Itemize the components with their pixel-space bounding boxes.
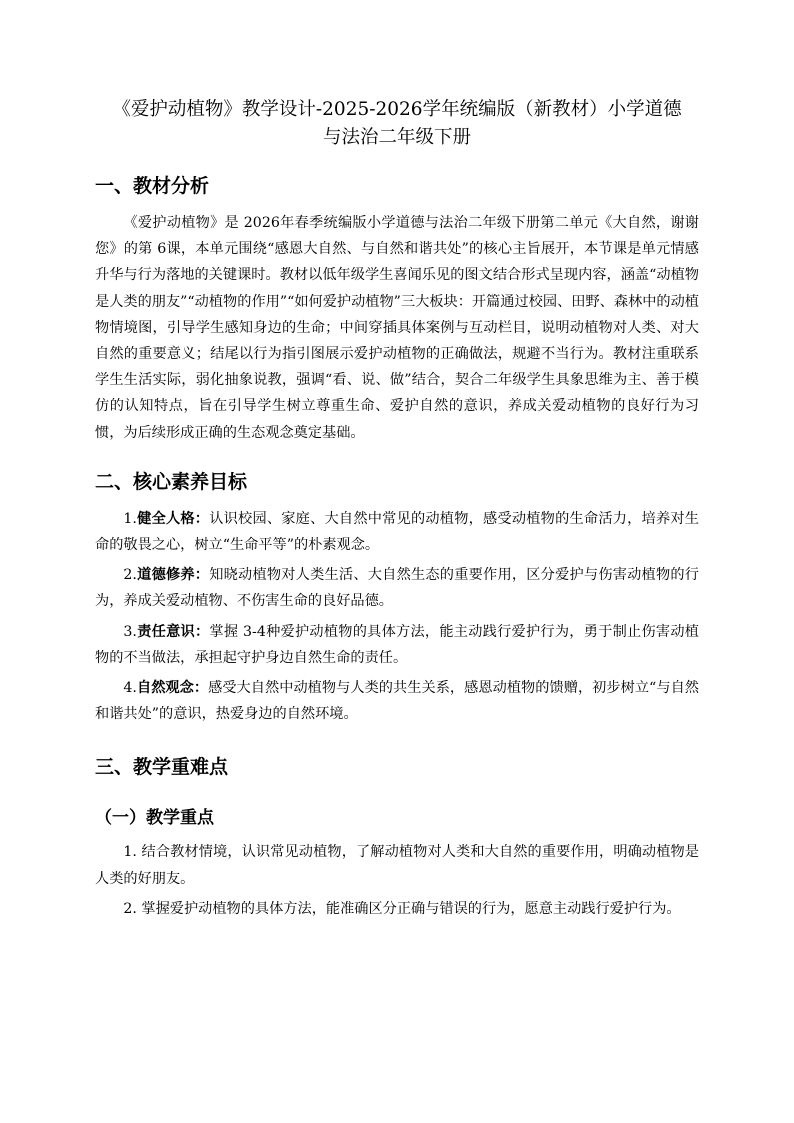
goal-item: [95, 562, 699, 614]
section-heading-core-goals: 二、核心素养目标: [95, 470, 248, 493]
focus-point-item: 2. 掌握爱护动植物的具体方法，能准确区分正确与错误的行为，愿意主动践行爱护行为。: [123, 900, 681, 917]
goal-label: 道德修养：: [136, 567, 210, 584]
goal-text: 感受大自然中动植物与人类的共生关系，感恩动植物的馈赠，初步树立“与自然和谐共处”的意识，热爱身边的自然环境。: [95, 680, 699, 723]
textbook-analysis-paragraph: 《爱护动植物》是 2026年春季统编版小学道德与法治二年级下册第二单元《大自然，谢谢您》的第 6课，本单元围绕“感恩大自然、与自然和谐共处”的核心主旨展开，本节课是单元情感升华与行为落地的关键课时。教材以低年级学生喜闻乐见的图文结合形式呈现内容，涵盖“动植物是人类的朋友”“动植物的作用”“如何爱护动植物”三大板块：开篇通过校园、田野、森林中的动植物情境图，引导学生感知身边的生命；中间穿插具体案例与互动栏目，说明动植物对人类、对大自然的重要意义；结尾以行为指引图展示爱护动植物的正确做法，规避不当行为。教材注重联系学生生活实际，弱化抽象说教，强调“看、说、做”结合，契合二年级学生具象思维为主、善于模仿的认知特点，旨在引导学生树立尊重生命、爱护自然的意识，养成关爱动植物的良好行为习惯，为后续形成正确的生态观念奠定基础。: [95, 215, 699, 441]
goal-text: 认识校园、家庭、大自然中常见的动植物，感受动植物的生命活力，培养对生命的敬畏之心，树立“生命平等”的朴素观念。: [95, 510, 699, 554]
goal-item: [95, 619, 699, 671]
goal-number: 1.: [123, 510, 137, 527]
document-title: [95, 96, 699, 152]
section-heading-key-points: 三、教学重难点: [95, 756, 229, 779]
goal-item: [95, 506, 699, 558]
focus-point-item: 1. 结合教材情境，认识常见动植物，了解动植物对人类和大自然的重要作用，明确动植物是人类的好朋友。: [95, 844, 699, 887]
goal-number: 2.: [123, 567, 137, 584]
goal-text: 掌握 3-4种爱护动植物的具体方法，能主动践行爱护行为，勇于制止伤害动植物的不当做法，承担起守护身边自然生命的责任。: [95, 623, 699, 666]
subsection-heading-teaching-focus: （一）教学重点: [95, 808, 214, 829]
goal-number: 3.: [123, 623, 137, 640]
document-page: [95, 96, 699, 926]
goal-label: 责任意识：: [136, 623, 210, 640]
goal-label: 健全人格：: [136, 510, 210, 527]
goal-item: [95, 675, 699, 727]
goal-text: 知晓动植物对人类生活、大自然生态的重要作用，区分爱护与伤害动植物的行为，养成关爱动植物、不伤害生命的良好品德。: [95, 567, 699, 610]
title-line-1: 《爱护动植物》教学设计-2025-2026学年统编版（新教材）小学道德: [112, 99, 682, 120]
goal-label: 自然观念：: [136, 680, 209, 697]
section-heading-textbook-analysis: 一、教材分析: [95, 175, 210, 197]
goal-number: 4.: [123, 680, 137, 697]
title-line-2: 与法治二年级下册: [322, 127, 471, 148]
